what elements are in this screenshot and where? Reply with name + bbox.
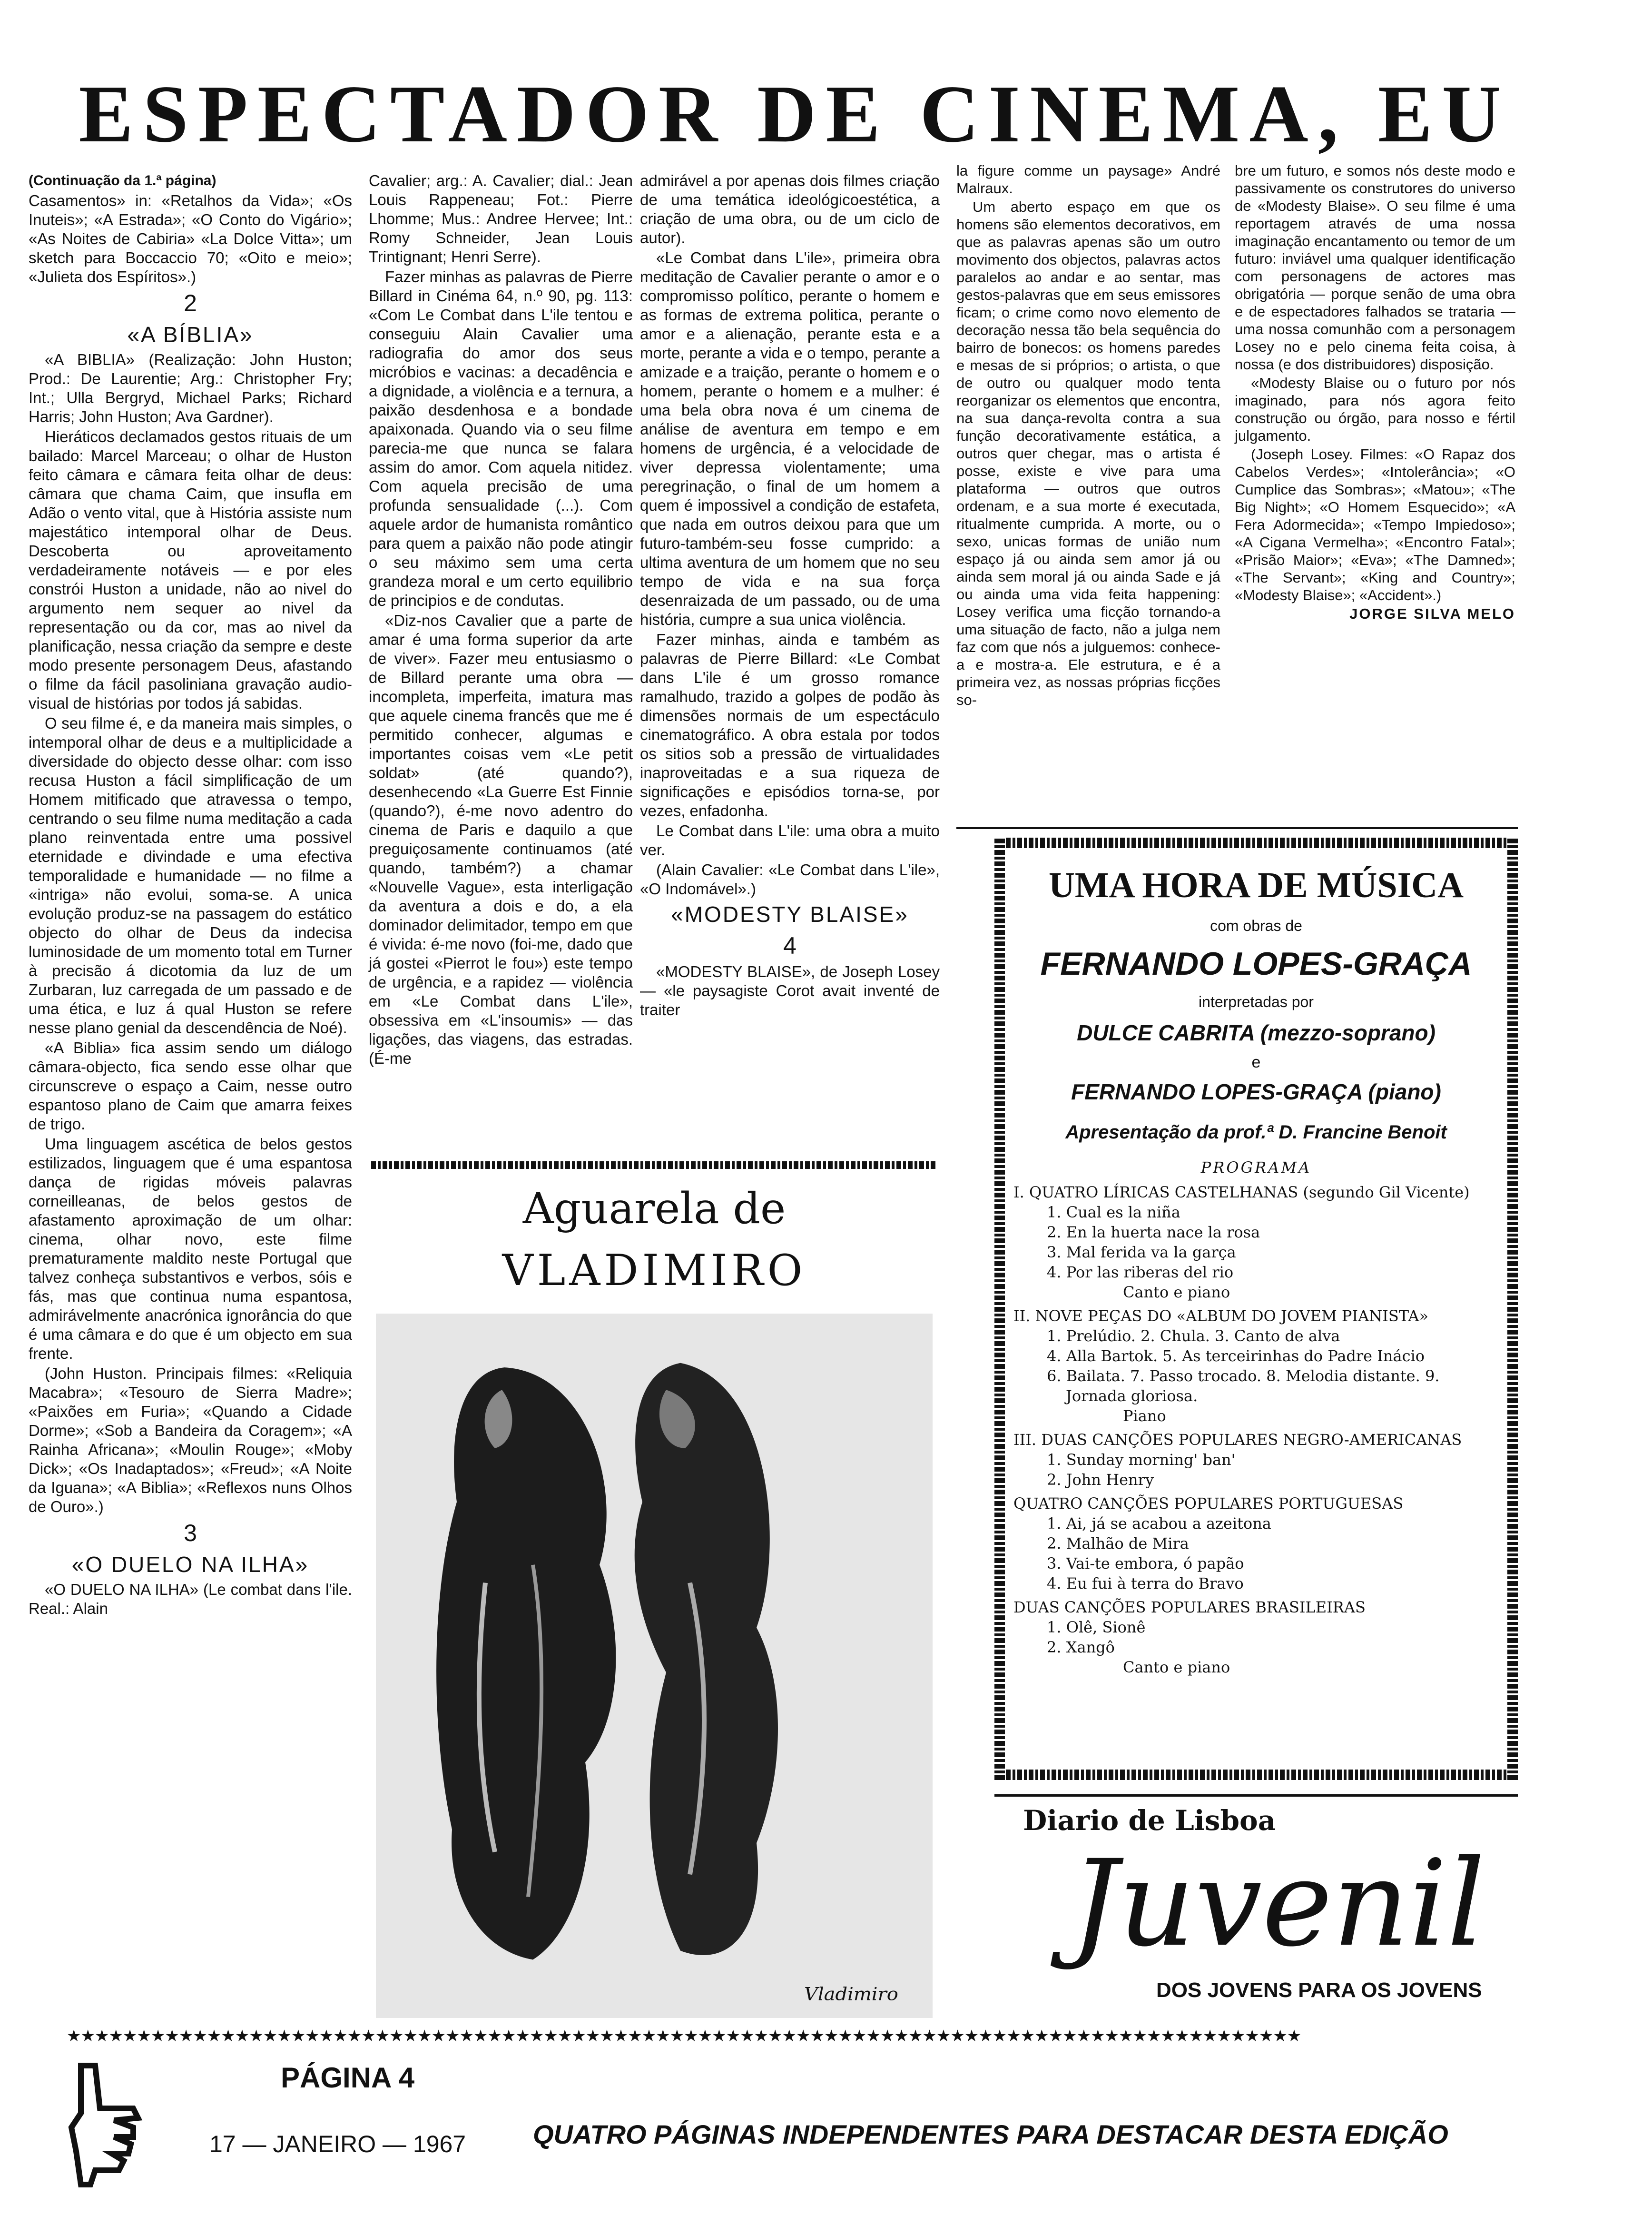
ornamental-border-bottom: [994, 1770, 1518, 1780]
paragraph: «MODESTY BLAISE», de Joseph Losey — «le paysagiste Corot avait inventé de traiter: [640, 963, 940, 1019]
program-item: 1. Ai, já se acabou a azeitona: [1047, 1514, 1271, 1533]
page-number: PÁGINA 4: [281, 2062, 415, 2094]
paragraph: «Diz-nos Cavalier que a parte de amar é uma forma superior da arte de viver». Fazer meu entusiasmo o de Billard perante uma obra — incompleta, imperfeita, imatura mas que aquele cinema francês que me é permitido conhecer, algumas e importantes coisas vem «Le petit soldat» (até quando?), desenhecendo «La Guerre Est Finnie (quando?), é-me novo adentro do cinema de Paris e daquilo a que preguiçosamente continuamos (até quando, também?) a chamar «Nouvelle Vague», esta interligação da aventura a dois e do, a ela dominador delimitador, tempo em que é vivida: é-me novo (foi-me, dado que já gostei «Pierrot le fou») este tempo de urgência, e a rapidez — violência em «Le Combat dans L'ile», obsessiva em «L'insoumis» — das ligações, das viagens, das estradas. (É-me: [369, 612, 633, 1067]
paragraph: (Alain Cavalier: «Le Combat dans L'ile», «O Indomável».): [640, 861, 940, 898]
ornamental-divider: [371, 1161, 937, 1169]
concert-title: UMA HORA DE MÚSICA: [1049, 865, 1464, 905]
paragraph: O seu filme é, e da maneira mais simples, o intemporal olhar de deus e a multiplicidade a diversidade do objecto desse olhar: com isso recusa Huston a fácil simplificação de um Homem mitificado que atravessa o tempo, centrando o seu filme numa meditação a cada plano reinventada entre uma possivel eternidade e divindade e uma efectiva temporalidade e humanidade — no filme a «intriga» não evolui, soma-se. A unica evolução produz-se na passagem do estático objecto do olhar de Deus da indecisa luminosidade de um momento total em Turner à precisão á dicotomia da luz de um Zurbaran, luz carregada de um passado e de uma ética, e luz á qual Huston se refere nesse plano genial da descendência de Noé).: [29, 714, 352, 1037]
paragraph: «Modesty Blaise ou o futuro por nós imaginado, para nós agora feito construção ou órgão, para nosso e fértil julgamento.: [1235, 375, 1515, 444]
program-instrumentation: Piano: [1123, 1407, 1166, 1425]
program-section-title: QUATRO CANÇÕES POPULARES PORTUGUESAS: [1013, 1494, 1404, 1513]
program-item: 3. Vai-te embora, ó papão: [1047, 1554, 1244, 1572]
watercolor-painting: [376, 1314, 933, 2018]
paragraph: Le Combat dans L'ile: uma obra a muito ver.: [640, 822, 940, 859]
article-column-1: [29, 171, 352, 1619]
paragraph: «O DUELO NA ILHA» (Le combat dans l'ile. Real.: Alain: [29, 1581, 352, 1617]
artwork-caption-line1: Aguarela de: [522, 1184, 786, 1234]
and-label: e: [1251, 1053, 1261, 1071]
section-number: 4: [783, 932, 796, 959]
pianist-name: FERNANDO LOPES-GRAÇA (piano): [1071, 1079, 1441, 1104]
page-headline: ESPECTADOR DE CINEMA, EU: [79, 69, 1511, 159]
paragraph: Um aberto espaço em que os homens são elementos decorativos, em que as palavras apenas são um outro movimento dos objectos, palavras actos paralelos ao andar e ao sentar, mas gestos-palavras que em seus emissores ficam; o crime como novo elemento de decoração nessa tão bela sequência do bairro de bonecos: os homens paredes e mesas de si próprios; o artista, o que de outro ou qualquer modo tenta reorganizar os elementos que encontra, na sua dança-revolta contra a sua função decorativamente estática, a outros quer chegar, mas o artista é posse, existe e vive para uma plataforma — outros que outros ordenam, e a sua morte é executada, ritualmente cumprida. A morte, ou o sexo, unicas formas de união num espaço já ou ainda sem amor já ou ainda sem moral já ou ainda Sade e já ou ainda uma vida feita happening: Losey verifica uma ficção tornando-a uma situação de facto, não a julga nem faz com que nós a julguemos: conhece-a e mostra-a. Ele estrutura, e é a primeira vez, as nossas próprias ficções so-: [956, 198, 1220, 708]
program-item: 6. Bailata. 7. Passo trocado. 8. Melodia distante. 9. Jornada gloriosa.: [1047, 1367, 1440, 1405]
program-item: 4. Eu fui à terra do Bravo: [1047, 1574, 1244, 1592]
program-item: 1. Prelúdio. 2. Chula. 3. Canto de alva: [1047, 1327, 1340, 1345]
footer-slogan: QUATRO PÁGINAS INDEPENDENTES PARA DESTACAR DESTA EDIÇÃO: [533, 2119, 1448, 2149]
program-item: 1. Cual es la niña: [1047, 1203, 1180, 1221]
painting-signature: Vladimiro: [804, 1984, 898, 2005]
program-item: 3. Mal ferida va la garça: [1047, 1243, 1236, 1261]
section-heading: «A BÍBLIA»: [127, 322, 254, 347]
newspaper-masthead: Diario de Lisboa: [1023, 1804, 1276, 1837]
issue-date: 17 — JANEIRO — 1967: [209, 2131, 466, 2157]
section-number: 3: [184, 1520, 197, 1546]
author-signature: JORGE SILVA MELO: [1349, 605, 1515, 622]
paragraph: Fazer minhas, ainda e também as palavras de Pierre Billard: «Le Combat dans L'ile é um grosso romance ramalhudo, trazido a golpes de podão às dimensões normais de um espectáculo cinematográfico. A obra estala por todos os sitios sob a pressão de virtualidades inaproveitadas e a sua riqueza de significações e episódios torna-se, por vezes, enfadonha.: [640, 631, 940, 820]
program-item: 2. Xangô: [1047, 1638, 1115, 1656]
paragraph: «A Biblia» fica assim sendo um diálogo câmara-objecto, fica sendo esse olhar que circunscreve o espaço a Caim, nesse outro espantoso plano de Caim que amarra feixes de trigo.: [29, 1039, 352, 1133]
program-section-title: I. QUATRO LÍRICAS CASTELHANAS (segundo Gil Vicente): [1013, 1183, 1470, 1201]
paragraph: «Le Combat dans L'ile», primeira obra meditação de Cavalier perante o amor e o compromisso político, perante o homem e as formas de extrema politica, perante o amor e a alienação, perante esta e a morte, perante a vida e o tempo, perante a amizade e a traição, perante o homem e o homem, perante o homem e a mulher: é uma bela obra nova é um cinema de análise de aventura em tempo e em homens de urgência, é a velocidade de viver depressa violentamente; uma peregrinação, o final de um homem a quem é impossivel a condição de estafeta, que nada em outros deixou para que um futuro-também-seu fosse cumprido: a ultima aventura de um homem que no seu tempo de vida e na sua força desenraizada de um passado, ou de uma história, cumpre a sua unica violência.: [640, 249, 940, 628]
program-section-title: DUAS CANÇÕES POPULARES BRASILEIRAS: [1013, 1598, 1366, 1616]
paragraph: Fazer minhas as palavras de Pierre Billard in Cinéma 64, n.º 90, pg. 113: «Com Le Combat dans L'ile tentou e conseguiu Alain Cavalier uma radiografia do amor dos seus micróbios e vacinas: a decadência e a dignidade, a violência e a ternura, a paixão desdenhosa e a bondade apaixonada. Quando via o seu filme parecia-me que nunca se falara assim do amor. Com aquela nitidez. Com aquela precisão de uma profunda sensualidade (...). Com aquele ardor de humanista romântico para quem a paixão não pode atingir o seu máximo sem uma certa grandeza moral e um certo equilibrio de principios e de condutas.: [369, 268, 633, 609]
program-section-title: II. NOVE PEÇAS DO «ALBUM DO JOVEM PIANISTA»: [1013, 1307, 1429, 1325]
singer-name: DULCE CABRITA (mezzo-soprano): [1077, 1020, 1436, 1045]
article-column-3: [640, 171, 940, 1020]
paragraph: Uma linguagem ascética de belos gestos estilizados, linguagem que é uma espantosa dança de rigidas móveis palavras corneilleanas, de belos gestos de afastamento aproximação de um olhar: cinema, olhar novo, este filme prematuramente maldito neste Portugal que talvez conheça substantivos e verbos, sóis e fás, mas que continua numa espantosa, admirávelmente anacrónica ignorância do que é uma câmara e do que é um objecto em sua frente.: [29, 1135, 352, 1362]
paragraph: la figure comme un paysage» André Malraux.: [956, 162, 1220, 197]
juvenil-tagline: DOS JOVENS PARA OS JOVENS: [1156, 1978, 1482, 2002]
paragraph: (John Huston. Principais filmes: «Reliquia Macabra»; «Tesouro de Sierra Madre»; «Paixões em Furia»; «Quando a Cidade Dorme»; «Sob a Bandeira da Coragem»; «A Rainha Africana»; «Moulin Rouge»; «Moby Dick»; «Os Inadaptados»; «Freud»; «A Noite da Iguana»; «A Biblia»; «Reflexos nuns Olhos de Ouro».): [29, 1365, 352, 1515]
concert-announcement-box: [994, 838, 1518, 1780]
program-instrumentation: Canto e piano: [1123, 1658, 1230, 1676]
program-item: 1. Sunday morning' ban': [1047, 1451, 1236, 1469]
program-label: PROGRAMA: [1200, 1158, 1312, 1177]
paragraph: «A BIBLIA» (Realização: John Huston; Prod.: De Laurentie; Arg.: Christopher Fry; Int.; Ulla Bergryd, Michael Parks; Richard Harris; John Huston; Ava Gardner).: [29, 351, 352, 425]
ornamental-border-right: [1507, 838, 1518, 1780]
program-instrumentation: Canto e piano: [1123, 1283, 1230, 1301]
section-number: 2: [184, 290, 197, 316]
presentation-credit: Apresentação da prof.ª D. Francine Benoit: [1065, 1122, 1447, 1143]
program-item: 1. Olê, Sionê: [1047, 1618, 1146, 1636]
program-item: 2. En la huerta nace la rosa: [1047, 1223, 1260, 1241]
ornamental-border-top: [994, 838, 1518, 848]
artwork-artist-name: VLADIMIRO: [502, 1246, 806, 1296]
program-item: 2. John Henry: [1047, 1471, 1154, 1489]
article-column-2: [369, 171, 633, 1069]
paragraph: Casamentos» in: «Retalhos da Vida»; «Os Inuteis»; «A Estrada»; «O Conto do Vigário»; «As Noites de Cabiria» «La Dolce Vitta»; um sketch para Boccaccio 70; «Oito e meio»; «Julieta dos Espíritos».): [29, 192, 352, 286]
juvenil-title: Juvenil: [1071, 1834, 1485, 1973]
paragraph: admirável a por apenas dois filmes criação de uma temática ideológicoestética, a criação de uma obra, ou de um ciclo de autor).: [640, 172, 940, 247]
paragraph: Hieráticos declamados gestos rituais de um bailado: Marcel Marceau; o olhar de Huston feito câmara e câmara feita olhar de deus: câmara que chama Caim, que insufla em Adão o vento vital, que à História assiste num majestático intemporal olhar de Deus. Descoberta ou aproveitamento verdadeiramente notáveis — e por eles constrói Huston a unidade, não ao nivel do argumento nem sequer ao nivel da representação ou da cor, mas ao nivel da planificação, nessa criação da sempre e deste modo presente personagem Deus, afastando o filme da fácil pasoliniana gravação audio-visual de histórias por todos já sabidas.: [29, 428, 352, 712]
article-column-4: [956, 162, 1220, 710]
performed-by-label: interpretadas por: [1199, 993, 1314, 1010]
composer-name: FERNANDO LOPES-GRAÇA: [1040, 946, 1472, 982]
paragraph: Cavalier; arg.: A. Cavalier; dial.: Jean Louis Rappeneau; Fot.: Pierre Lhomme; Mus.: Andree Hervee; Int.: Romy Schneider, Jean Louis Trintignant; Henri Serre).: [369, 172, 633, 266]
section-heading: «MODESTY BLAISE»: [671, 902, 909, 927]
program-item: 4. Alla Bartok. 5. As terceirinhas do Padre Inácio: [1047, 1347, 1425, 1365]
artwork-caption: [381, 1178, 928, 1302]
continuation-note: (Continuação da 1.ª página): [29, 173, 216, 188]
column-divider: [956, 827, 1518, 829]
pointing-hand-icon: [62, 2056, 157, 2189]
section-heading: «O DUELO NA ILHA»: [71, 1552, 309, 1577]
juvenil-supplement-logo: [994, 1794, 1518, 2013]
program-list: [1013, 1182, 1499, 1677]
divider: [994, 1794, 1518, 1797]
program-item: 4. Por las riberas del rio: [1047, 1263, 1234, 1281]
ornamental-border-left: [994, 838, 1005, 1780]
program-section-title: III. DUAS CANÇÕES POPULARES NEGRO-AMERICANAS: [1013, 1431, 1462, 1449]
paragraph: (Joseph Losey. Filmes: «O Rapaz dos Cabelos Verdes»; «Intolerância»; «O Cumplice das Sombras»; «Matou»; «The Big Night»; «O Homem Esquecido»; «A Fera Adormecida»; «Tempo Impiedoso»; «A Cigana Vermelha»; «Encontro Fatal»; «Prisão Maior»; «Eva»; «The Damned»; «The Servant»; «King and Country»; «Modesty Blaise»; «Accident».): [1235, 446, 1515, 603]
painting-figures-image: [376, 1314, 933, 2018]
paragraph: bre um futuro, e somos nós deste modo e passivamente os construtores do universo de «Modesty Blaise». O seu filme é uma reportagem através de uma nossa imaginação encantamento ou temor de um futuro: inviável uma qualquer identificação com personagens de actores mas obrigatória — porque senão de uma obra e de espectadores falhados se trataria — uma nossa comunhão com a personagem Losey no e pelo cinema feita coisa, à nossa (e dos distribuidores) disposição.: [1235, 162, 1515, 373]
concert-subtitle: com obras de: [1210, 917, 1302, 934]
star-divider: ★★★★★★★★★★★★★★★★★★★★★★★★★★★★★★★★★★★★★★★★★★★★★★★★★★★★★★★★★★★★★★★★★★★★★★★★★★★★★★★★★★★★★★★★: [67, 2027, 1301, 2045]
program-item: 2. Malhão de Mira: [1047, 1534, 1189, 1553]
article-column-5: [1235, 162, 1515, 623]
